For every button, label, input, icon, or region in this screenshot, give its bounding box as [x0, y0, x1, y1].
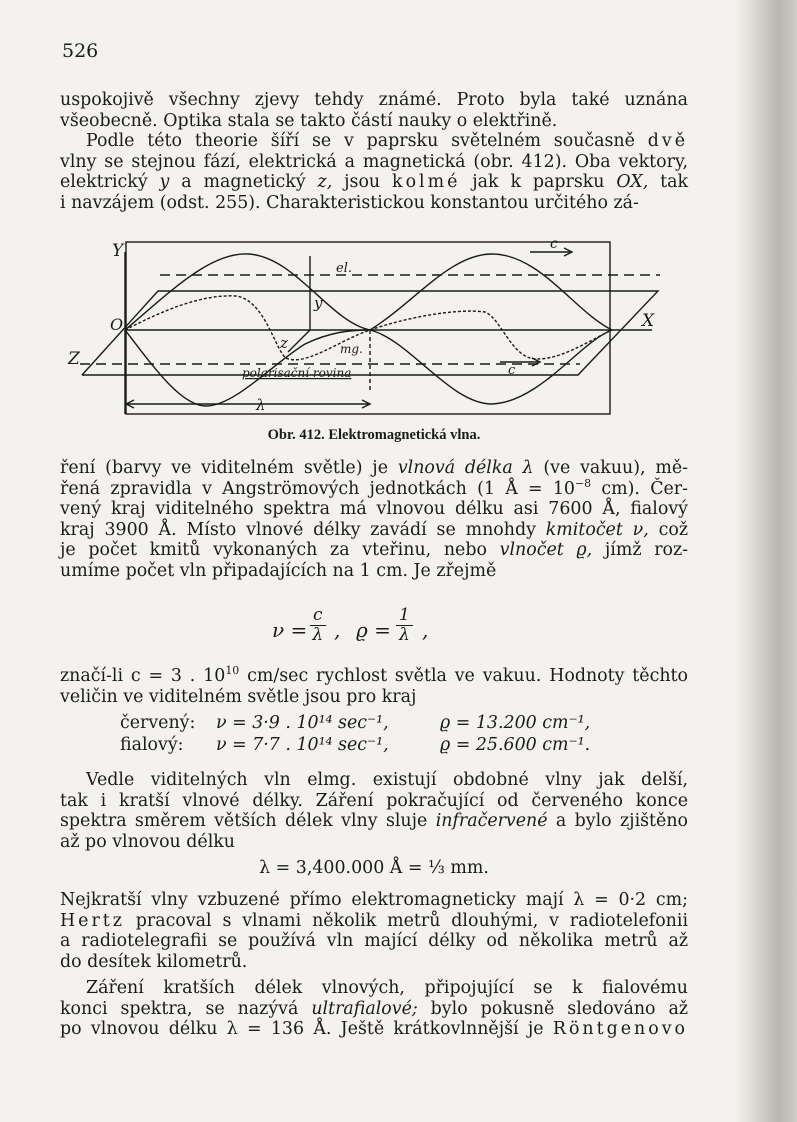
- text-line: značí-li c = 3 . $10^{10}$ cm/sec rychlost světla ve vakuu. Hodnoty těchto: [60, 664, 688, 686]
- diagram-frame: [126, 242, 610, 414]
- text-line: vený kraj viditelného spektra má vlnovou délku asi 7600 Å, fialový: [60, 499, 688, 520]
- text-line: veličin ve viditelném světle jsou pro kraj: [60, 686, 417, 707]
- spectrum-table: [120, 712, 640, 756]
- label-lambda: λ: [256, 396, 266, 414]
- page-gutter-shadow: [735, 0, 797, 1122]
- text-line: řená zpravidla v Angströmových jednotkách (1 Å = $10^{-8}$ cm). Čer-: [60, 476, 688, 499]
- text-line: po vlnovou délku λ = 136 Å. Ještě krátkovlnnější je Röntgenovo: [60, 1019, 688, 1040]
- paragraph-ultraviolet: [60, 978, 688, 1040]
- text-line: a radiotelegrafii se používá vln mající délky od několika metrů až: [60, 931, 688, 952]
- text-line: kraj 3900 Å. Místo vlnové délky zavádí se mnohdy kmitočet ν, což: [60, 519, 688, 540]
- fraction-c-lambda: $\frac{c}{\lambda}$: [310, 606, 326, 645]
- table-row: fialový: ν = 7·7 . 10¹⁴ sec⁻¹, ϱ = 25.600 cm⁻¹.: [120, 735, 591, 755]
- formula-comma: ,: [334, 618, 341, 642]
- label-el: el.: [336, 261, 352, 276]
- paragraph-wavelength: [60, 458, 688, 582]
- paragraph-infrared: [60, 770, 688, 852]
- electric-wave-dup: [370, 254, 612, 330]
- text-line: do desítek kilometrů.: [60, 951, 248, 972]
- figure-electromagnetic-wave: [60, 232, 688, 422]
- wave-diagram: [60, 232, 688, 422]
- text-line: spektra směrem větších délek vlny sluje infračervené a bylo zjištěno: [60, 811, 689, 832]
- label-y: y: [314, 294, 323, 312]
- text-line: všeobecně. Optika stala se takto částí nauky o elektřině.: [60, 110, 558, 131]
- label-c-top: c: [550, 236, 558, 252]
- text-line: tak i kratší vlnové délky. Záření pokračující od červeného konce: [60, 790, 688, 811]
- electric-wave: [125, 254, 612, 404]
- text-line: až po vlnovou délku: [60, 831, 235, 852]
- text-line: i navzájem (odst. 255). Charakteristickou konstantou určitého zá-: [60, 192, 639, 213]
- paragraph-theory: [60, 131, 688, 213]
- text-line: elektrický y a magnetický z, jsou kolmé jak k paprsku OX, tak: [60, 172, 689, 193]
- formula-nu: ν =: [272, 618, 308, 642]
- text-line: vlny se stejnou fází, elektrická a magnetická (obr. 412). Oba vektory,: [60, 151, 688, 172]
- text-line: je počet kmitů vykonaných za vteřinu, nebo vlnočet ϱ, jímž roz-: [60, 540, 689, 561]
- magnetic-wave-2: [370, 311, 612, 359]
- fraction-1-lambda: $\frac{1}{\lambda}$: [396, 606, 413, 645]
- figure-caption: Obr. 412. Elektromagnetická vlna.: [267, 427, 481, 443]
- text-line: umíme počet vln připadajících na 1 cm. Je zřejmě: [60, 560, 497, 581]
- magnetic-wave: [125, 296, 370, 360]
- text-line: uspokojivě všechny zjevy tehdy známé. Proto byla také uznána: [60, 90, 688, 110]
- label-Y: Y: [112, 241, 124, 261]
- label-c-bottom: c: [508, 363, 516, 378]
- paragraph-optics: [60, 90, 688, 131]
- label-X: X: [642, 311, 655, 331]
- formula-frequency: [272, 604, 452, 654]
- page-number: 526: [62, 40, 99, 62]
- label-z: z: [280, 334, 288, 352]
- paragraph-hertz: [60, 890, 688, 972]
- formula-comma: ,: [422, 618, 429, 642]
- paragraph-speed: [60, 666, 688, 707]
- equation-lambda: λ = 3,400.000 Å = ⅓ mm.: [259, 858, 489, 878]
- text-line: Nejkratší vlny vzbuzené přímo elektromagneticky mají λ = 0·2 cm;: [60, 890, 688, 910]
- text-line: Vedle viditelných vln elmg. existují obdobné vlny jak delší,: [86, 770, 688, 790]
- text-line: ření (barvy ve viditelném světle) je vlnová délka λ (ve vakuu), mě-: [60, 458, 688, 478]
- label-O: O: [110, 315, 124, 334]
- label-plane: polarisační rovina: [242, 366, 352, 380]
- text-line: Záření kratších délek vlnových, připojující se k fialovému: [86, 978, 688, 998]
- table-row: červený: ν = 3·9 . 10¹⁴ sec⁻¹, ϱ = 13.200 cm⁻¹,: [120, 713, 591, 733]
- label-mg: mg.: [340, 342, 363, 356]
- text-line: Podle této theorie šíří se v paprsku světelném současně dvě: [86, 131, 688, 151]
- label-Z: Z: [68, 349, 80, 369]
- text-line: Hertz pracoval s vlnami několik metrů dlouhými, v radiotelefonii: [60, 910, 689, 931]
- formula-rho: ϱ =: [356, 618, 391, 642]
- text-line: konci spektra, se nazývá ultrafialové; bylo pokusně sledováno až: [60, 998, 688, 1019]
